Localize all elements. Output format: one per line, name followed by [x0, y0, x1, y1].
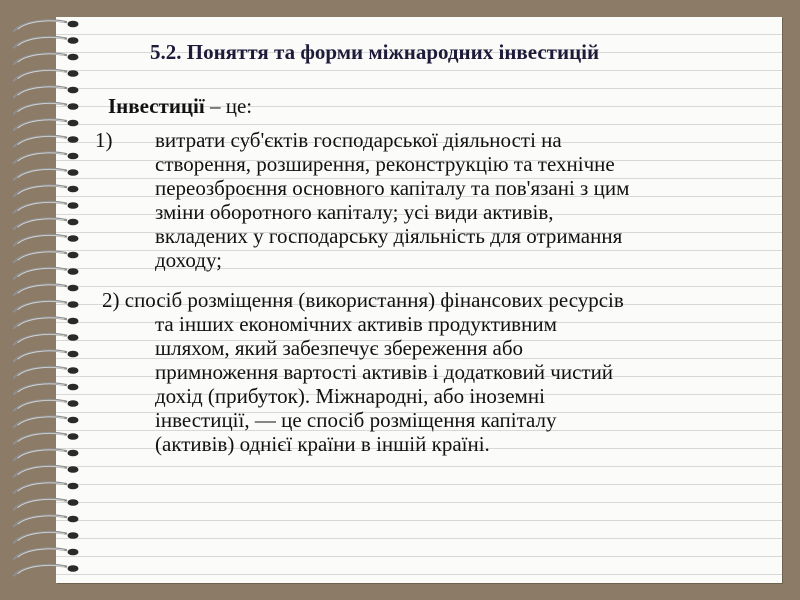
spiral-ring: [14, 70, 79, 81]
list-item-1-marker: 1): [95, 128, 113, 152]
spiral-ring: [14, 433, 79, 444]
slide-title: 5.2. Поняття та форми міжнародних інвестицій: [150, 40, 600, 64]
spiral-ring: [14, 532, 79, 543]
spiral-ring: [14, 37, 79, 48]
spiral-ring: [14, 103, 79, 114]
spiral-ring: [14, 119, 79, 130]
list-item-2-line: шляхом, який забезпечує збереження або: [155, 336, 524, 360]
list-item-1-line: переозброєння основного капіталу та пов'язані з цим: [155, 176, 630, 200]
spiral-ring: [14, 20, 79, 31]
list-item-1: [155, 128, 775, 272]
spiral-ring: [14, 482, 79, 493]
spiral-ring: [14, 235, 79, 246]
spiral-ring: [14, 334, 79, 345]
spiral-ring: [14, 86, 79, 97]
defined-term: Інвестиції: [108, 94, 205, 118]
list-item-1-line: доходу;: [155, 248, 222, 272]
spiral-ring: [14, 548, 79, 559]
spiral-ring: [14, 152, 79, 163]
spiral-ring: [14, 466, 79, 477]
spiral-ring: [14, 202, 79, 213]
spiral-ring: [14, 317, 79, 328]
spiral-binding: [0, 0, 90, 600]
spiral-ring: [14, 53, 79, 64]
definition-connector: – це:: [204, 94, 253, 118]
spiral-ring: [14, 383, 79, 394]
list-item-2-line: інвестиції, — це спосіб розміщення капіталу: [155, 408, 557, 432]
list-item-1-line: зміни оборотного капіталу; усі види активів,: [155, 200, 554, 224]
spiral-ring: [14, 515, 79, 526]
spiral-ring: [14, 169, 79, 180]
spiral-ring: [14, 565, 79, 576]
list-item-2-line: (активів) однієї країни в іншій країні.: [155, 432, 490, 456]
spiral-ring: [14, 416, 79, 427]
list-item-1-line: витрати суб'єктів господарської діяльності на: [155, 128, 562, 152]
spiral-ring: [14, 284, 79, 295]
spiral-ring: [14, 499, 79, 510]
spiral-ring: [14, 218, 79, 229]
list-item-2-line: дохід (прибуток). Міжнародні, або іноземні: [155, 384, 545, 408]
spiral-ring: [14, 268, 79, 279]
spiral-ring: [14, 367, 79, 378]
list-item-2: [102, 288, 772, 456]
spiral-ring: [14, 350, 79, 361]
list-item-2-line: 2) спосіб розміщення (використання) фінансових ресурсів: [102, 288, 624, 312]
list-item-2-line: та інших економічних активів продуктивним: [155, 312, 557, 336]
spiral-ring: [14, 136, 79, 147]
spiral-ring: [14, 400, 79, 411]
spiral-ring: [14, 449, 79, 460]
list-item-1-line: створення, розширення, реконструкцію та технічне: [155, 152, 615, 176]
list-item-1-line: вкладених у господарську діяльність для отримання: [155, 224, 623, 248]
spiral-ring: [14, 251, 79, 262]
definition-intro: [108, 94, 252, 118]
spiral-ring: [14, 185, 79, 196]
list-item-2-line: примноження вартості активів і додатковий чистий: [155, 360, 614, 384]
spiral-ring: [14, 301, 79, 312]
